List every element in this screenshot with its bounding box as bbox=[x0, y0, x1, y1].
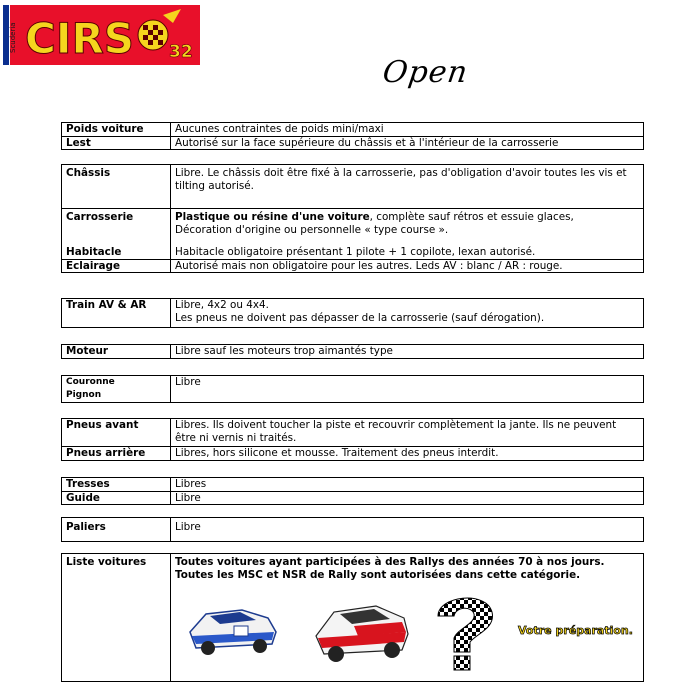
row-value: Libres, hors silicone et mousse. Traitement des pneus interdit. bbox=[171, 447, 644, 461]
row-label: Poids voiture bbox=[62, 123, 171, 137]
row-label-text: Couronne bbox=[66, 377, 115, 387]
row-label: Guide bbox=[62, 491, 171, 505]
row-label: Pneus avant bbox=[62, 419, 171, 447]
row-label bbox=[62, 376, 171, 403]
cirs32-logo bbox=[3, 5, 200, 65]
row-value-text: Toutes les MSC et NSR de Rally sont autorisées dans cette catégorie. bbox=[175, 568, 581, 581]
table-row bbox=[62, 165, 644, 209]
braids-table bbox=[61, 477, 644, 505]
table-row bbox=[62, 345, 644, 359]
page-title: Open bbox=[380, 55, 471, 90]
svg-text:Scuderia: Scuderia bbox=[9, 22, 17, 53]
row-label: Train AV & AR bbox=[62, 299, 171, 328]
question-mark-icon bbox=[438, 598, 493, 670]
row-label-text: Pignon bbox=[66, 390, 102, 400]
table-row bbox=[62, 518, 644, 542]
row-value-text: Toutes voitures ayant participées à des Rallys des années 70 à nos jours. bbox=[175, 556, 605, 568]
table-row bbox=[62, 447, 644, 461]
row-value-text: Décoration d'origine ou personnelle « type course ». bbox=[175, 223, 449, 236]
row-label: Moteur bbox=[62, 345, 171, 359]
table-row bbox=[62, 299, 644, 328]
row-value-text: , complète sauf rétros et essuie glaces, bbox=[369, 211, 574, 223]
row-value-bold: Plastique ou résine d'une voiture bbox=[175, 211, 370, 223]
table-row bbox=[62, 259, 644, 273]
row-value: Libre sauf les moteurs trop aimantés type bbox=[171, 345, 644, 359]
row-value-text: Libre, 4x2 ou 4x4. bbox=[175, 299, 269, 311]
car-images bbox=[176, 592, 646, 674]
row-value-text: Les pneus ne doivent pas dépasser de la carrosserie (sauf dérogation). bbox=[175, 311, 545, 324]
row-label: Châssis bbox=[62, 165, 171, 209]
table-row bbox=[62, 136, 644, 150]
row-label: Habitacle bbox=[62, 246, 171, 259]
row-value bbox=[171, 209, 644, 247]
row-value: Libre bbox=[171, 518, 644, 542]
chassis-table bbox=[61, 164, 644, 273]
preparation-caption: Votre préparation. bbox=[518, 624, 633, 637]
row-label: Eclairage bbox=[62, 259, 171, 273]
row-label: Pneus arrière bbox=[62, 447, 171, 461]
row-value: Libre bbox=[171, 376, 644, 403]
engine-table bbox=[61, 344, 644, 359]
row-label: Liste voitures bbox=[62, 554, 171, 682]
row-value: Aucunes contraintes de poids mini/maxi bbox=[171, 123, 644, 137]
train-table bbox=[61, 298, 644, 328]
row-value: Libre. Le châssis doit être fixé à la carrosserie, pas d'obligation d'avoir toutes les vis et tilting autorisé. bbox=[171, 165, 644, 209]
svg-text:32: 32 bbox=[169, 42, 193, 62]
row-value: Autorisé sur la face supérieure du châssis et à l'intérieur de la carrosserie bbox=[171, 136, 644, 150]
tyres-table bbox=[61, 418, 644, 461]
bearings-table bbox=[61, 517, 644, 542]
row-value: Autorisé mais non obligatoire pour les autres. Leds AV : blanc / AR : rouge. bbox=[171, 259, 644, 273]
table-row bbox=[62, 246, 644, 259]
row-label: Lest bbox=[62, 136, 171, 150]
red-rally-car-image bbox=[316, 606, 408, 662]
row-value: Libres. Ils doivent toucher la piste et recouvrir complètement la jante. Ils ne peuvent être ni vernis ni traités. bbox=[171, 419, 644, 447]
row-value bbox=[171, 299, 644, 328]
table-row bbox=[62, 419, 644, 447]
table-row bbox=[62, 123, 644, 137]
weight-table bbox=[61, 122, 644, 150]
row-value: Libres bbox=[171, 478, 644, 492]
gear-table bbox=[61, 375, 644, 403]
table-row bbox=[62, 209, 644, 247]
table-row bbox=[62, 478, 644, 492]
row-value: Libre bbox=[171, 491, 644, 505]
svg-text:CIRS: CIRS bbox=[25, 14, 135, 63]
row-value: Habitacle obligatoire présentant 1 pilote + 1 copilote, lexan autorisé. bbox=[171, 246, 644, 259]
row-label: Tresses bbox=[62, 478, 171, 492]
row-label: Paliers bbox=[62, 518, 171, 542]
blue-rally-car-image bbox=[190, 610, 276, 655]
row-label: Carrosserie bbox=[62, 209, 171, 247]
table-row bbox=[62, 376, 644, 403]
table-row bbox=[62, 491, 644, 505]
